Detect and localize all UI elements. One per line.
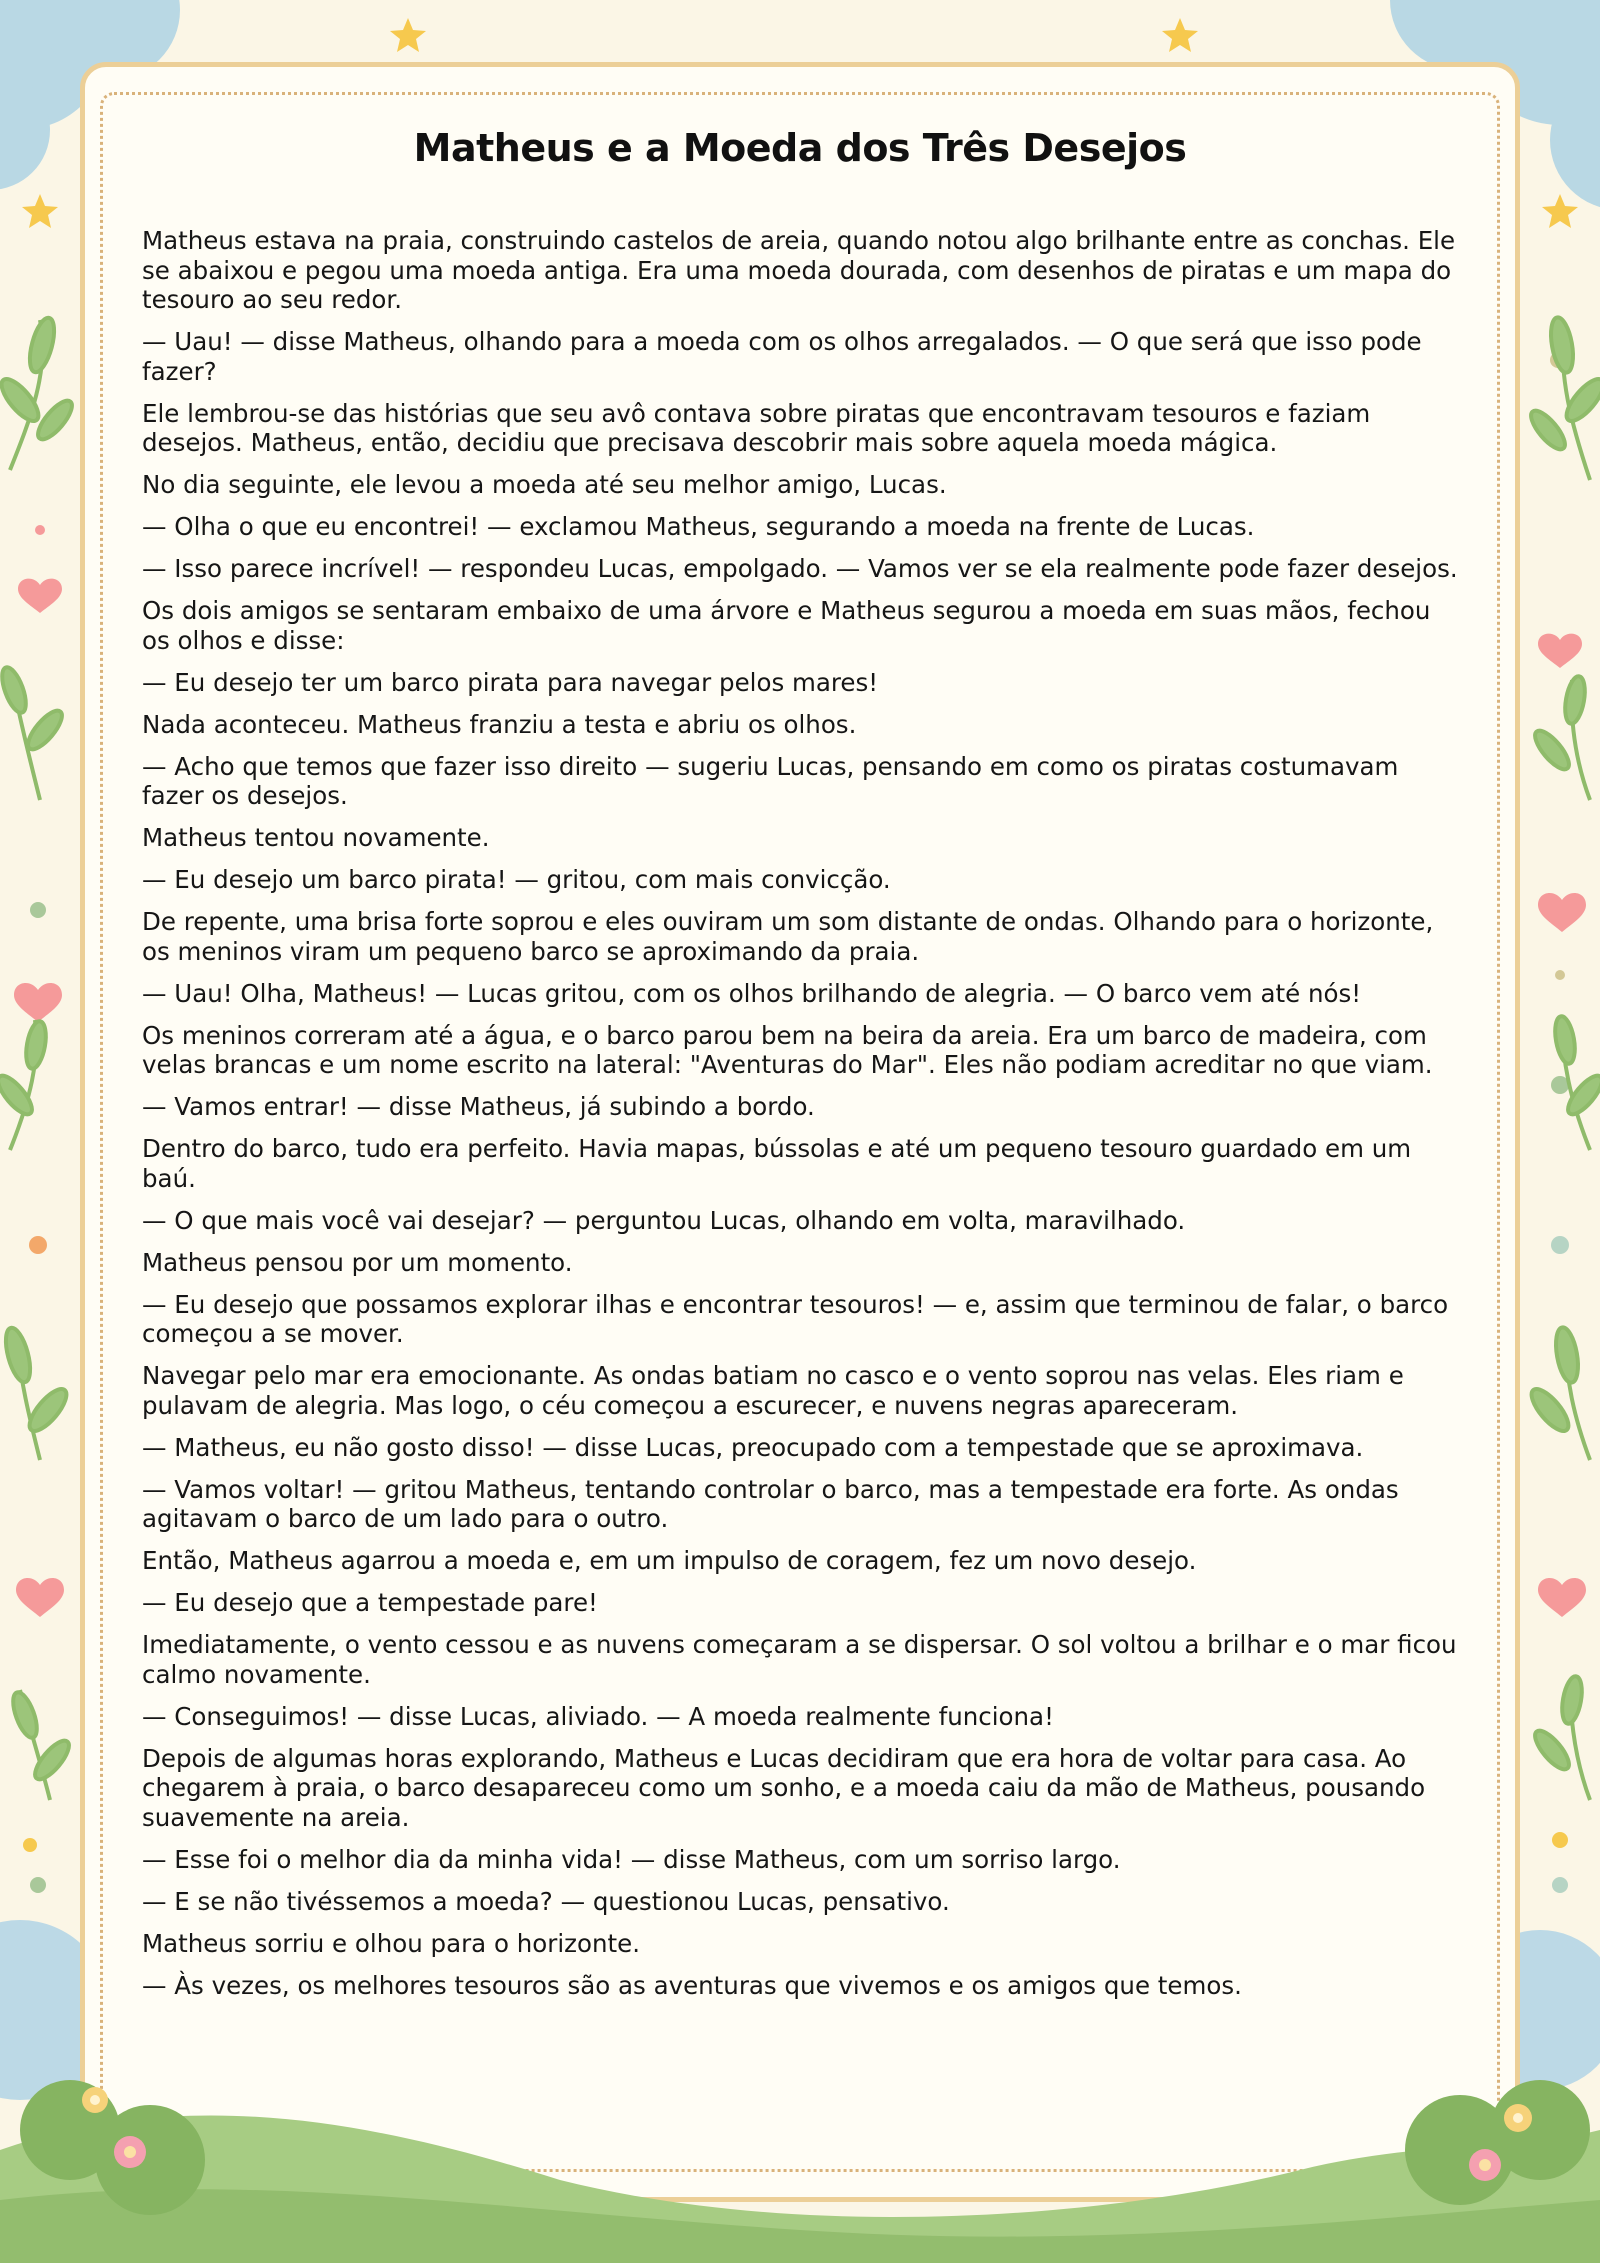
story-paragraph: — Uau! Olha, Matheus! — Lucas gritou, com os olhos brilhando de alegria. — O barco vem até nós! [142,978,1362,1008]
story-paragraph: Os meninos correram até a água, e o barco parou bem na beira da areia. Era um barco de madeira, com velas brancas e um nome escrito na lateral: "Aventuras do Mar". Eles não podiam acreditar no que viam. [142,1020,1433,1079]
story-paragraph: Então, Matheus agarrou a moeda e, em um impulso de coragem, fez um novo desejo. [142,1546,1197,1575]
story-paragraph: Dentro do barco, tudo era perfeito. Havia mapas, bússolas e até um pequeno tesouro guardado em um baú. [142,1134,1412,1193]
story-paragraph: — Às vezes, os melhores tesouros são as aventuras que vivemos e os amigos que temos. [142,1970,1242,2000]
story-title: Matheus e a Moeda dos Três Desejos [413,126,1187,170]
story-paragraph: — Vamos entrar! — disse Matheus, já subindo a bordo. [142,1092,815,1121]
story-paragraph: — Vamos voltar! — gritou Matheus, tentando controlar o barco, mas a tempestade era forte. As ondas agitavam o barco de um lado para o outro. [142,1474,1399,1533]
story-paragraph: — Eu desejo que a tempestade pare! [142,1588,598,1617]
story-paragraph: Matheus pensou por um momento. [142,1247,573,1277]
story-paragraph: — Uau! — disse Matheus, olhando para a moeda com os olhos arregalados. — O que será que isso pode fazer? [142,327,1422,386]
story-paragraph: — O que mais você vai desejar? — perguntou Lucas, olhando em volta, maravilhado. [142,1205,1186,1235]
story-paragraph: Nada aconteceu. Matheus franziu a testa e abriu os olhos. [142,709,857,739]
story-paragraph: — Olha o que eu encontrei! — exclamou Matheus, segurando a moeda na frente de Lucas. [142,512,1255,541]
story-paragraph: — Matheus, eu não gosto disso! — disse Lucas, preocupado com a tempestade que se aproximava. [142,1432,1364,1462]
story-paragraph: — Eu desejo que possamos explorar ilhas e encontrar tesouros! — e, assim que terminou de falar, o barco começou a se mover. [142,1289,1449,1348]
story-paragraph: Depois de algumas horas explorando, Matheus e Lucas decidiram que era hora de voltar para casa. Ao chegarem à praia, o barco desapareceu como um sonho, e a moeda caiu da mão de Matheus, pousando suavemente na areia. [142,1743,1426,1832]
story-paragraph: Matheus estava na praia, construindo castelos de areia, quando notou algo brilhante entre as conchas. Ele se abaixou e pegou uma moeda antiga. Era uma moeda dourada, com desenhos de piratas e um mapa do tesouro ao seu redor. [142,226,1456,314]
story-paragraph: — Eu desejo ter um barco pirata para navegar pelos mares! [142,667,879,697]
story-paragraph: Os dois amigos se sentaram embaixo de uma árvore e Matheus segurou a moeda em suas mãos, fechou os olhos e disse: [142,596,1431,655]
story-paragraph: Ele lembrou-se das histórias que seu avô contava sobre piratas que encontravam tesouros e faziam desejos. Matheus, então, decidiu que precisava descobrir mais sobre aquela moeda mágica. [142,398,1371,457]
story-paragraph: — Isso parece incrível! — respondeu Lucas, empolgado. — Vamos ver se ela realmente pode fazer desejos. [142,554,1458,583]
story-paragraph: No dia seguinte, ele levou a moeda até seu melhor amigo, Lucas. [142,470,947,499]
story-paragraph: — Conseguimos! — disse Lucas, aliviado. — A moeda realmente funciona! [142,1701,1054,1731]
story-paragraph: — Esse foi o melhor dia da minha vida! — disse Matheus, com um sorriso largo. [142,1844,1121,1874]
story-paragraph: Imediatamente, o vento cessou e as nuvens começaram a se dispersar. O sol voltou a brilhar e o mar ficou calmo novamente. [142,1630,1457,1689]
story-paragraph: De repente, uma brisa forte soprou e eles ouviram um som distante de ondas. Olhando para o horizonte, os meninos viram um pequeno barco se aproximando da praia. [142,907,1434,966]
story-paragraph: — Acho que temos que fazer isso direito — sugeriu Lucas, pensando em como os piratas costumavam fazer os desejos. [142,751,1399,810]
story-paragraph: Matheus sorriu e olhou para o horizonte. [142,1928,640,1958]
story-paragraph: — E se não tivéssemos a moeda? — questionou Lucas, pensativo. [142,1886,950,1916]
story-paragraph: — Eu desejo um barco pirata! — gritou, com mais convicção. [142,865,891,894]
story-body [142,226,1462,2013]
story-paragraph: Navegar pelo mar era emocionante. As ondas batiam no casco e o vento soprou nas velas. Eles riam e pulavam de alegria. Mas logo, o céu começou a escurecer, e nuvens negras apareceram. [142,1361,1404,1420]
story-paragraph: Matheus tentou novamente. [142,823,490,852]
